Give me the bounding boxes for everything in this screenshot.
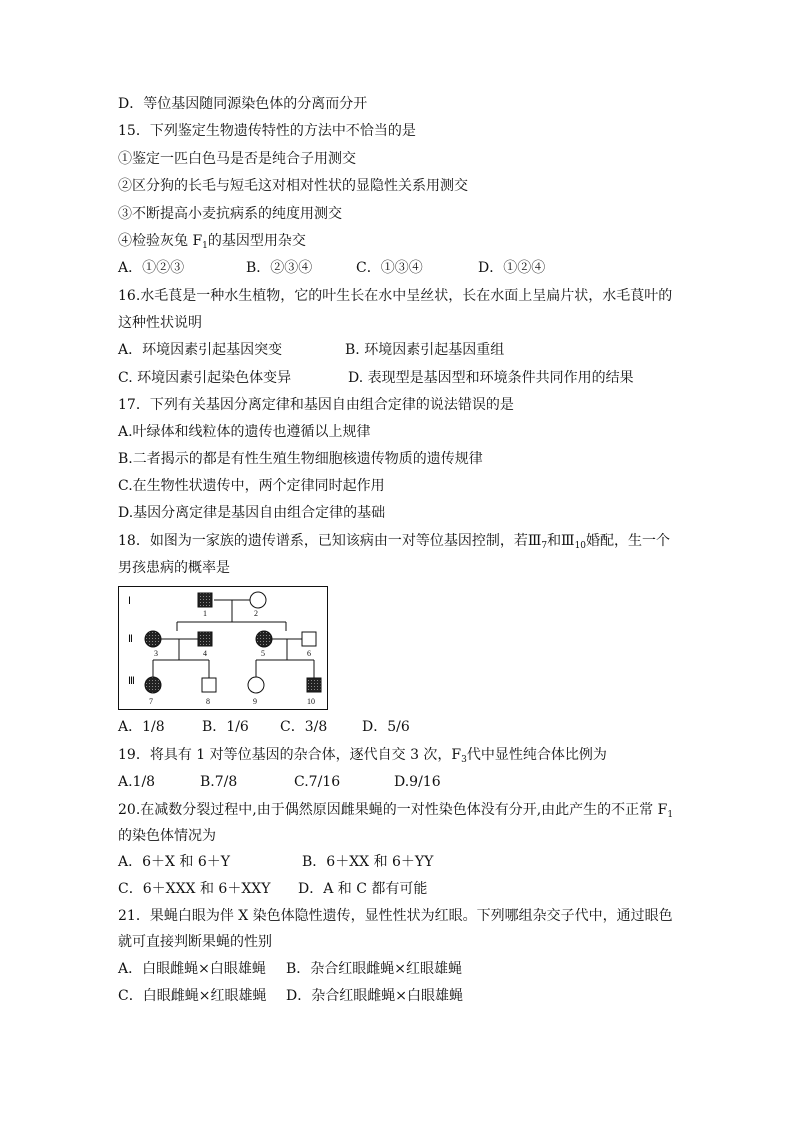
- question-17: 17．下列有关基因分离定律和基因自由组合定律的说法错误的是: [118, 397, 514, 413]
- q15-statement-2: ②区分狗的长毛与短毛这对相对性状的显隐性关系用测交: [118, 178, 468, 194]
- q20-options-row-1: [118, 852, 678, 872]
- q19-text-b: 代中显性纯合体比例为: [466, 747, 607, 763]
- q18-text-a: 18．如图为一家族的遗传谱系，已知该病由一对等位基因控制，若Ⅲ: [118, 533, 542, 549]
- q17-option-d: D.基因分离定律是基因自由组合定律的基础: [118, 505, 386, 521]
- q18-text-c: 婚配，生一个: [586, 533, 671, 549]
- individual-1-affected-male: [198, 593, 212, 607]
- question-18-line-2: 男孩患病的概率是: [118, 560, 230, 576]
- individual-1-number: 1: [203, 609, 207, 618]
- q20-text-a: 20.在减数分裂过程中,由于偶然原因雌果蝇的一对性染色体没有分开,由此产生的不正常 F: [118, 802, 668, 818]
- q16-option-b: B. 环境因素引起基因重组: [345, 342, 505, 358]
- q15-option-b: B．②③④: [246, 260, 313, 276]
- question-18-line-1: [118, 531, 670, 556]
- q18-option-d: D．5/6: [362, 719, 410, 735]
- q21-options-row-2: [118, 986, 678, 1006]
- q15-statement-4: [118, 231, 306, 256]
- question-20-line-1: [118, 800, 673, 825]
- individual-7-number: 7: [149, 697, 153, 706]
- q17-option-b: B.二者揭示的都是有性生殖生物细胞核遗传物质的遗传规律: [118, 451, 483, 467]
- q18-option-c: C．3/8: [280, 719, 328, 735]
- q17-option-a: A.叶绿体和线粒体的遗传也遵循以上规律: [118, 424, 371, 440]
- q15-s4-text-a: ④检验灰兔 F: [118, 233, 203, 249]
- q18-options: [118, 717, 678, 737]
- individual-10-number: 10: [307, 697, 315, 706]
- subscript: 3: [461, 755, 467, 765]
- q16-options-row-2: [118, 368, 678, 388]
- question-16-line-2: 这种性状说明: [118, 315, 202, 331]
- q21-option-a: A．白眼雌蝇×白眼雄蝇: [118, 961, 266, 977]
- q15-option-c: C．①③④: [356, 260, 423, 276]
- subscript: 1: [202, 241, 208, 251]
- question-21-line-1: 21．果蝇白眼为伴 X 染色体隐性遗传，显性性状为红眼。下列哪组杂交子代中，通过眼色: [118, 908, 673, 924]
- q15-options: [118, 258, 678, 278]
- individual-8-number: 8: [206, 697, 210, 706]
- q19-option-a: A.1/8: [118, 774, 156, 790]
- q19-option-c: C.7/16: [294, 774, 341, 790]
- individual-4-number: 4: [203, 649, 207, 658]
- q16-options-row-1: [118, 340, 678, 360]
- individual-5-number: 5: [261, 649, 265, 658]
- q21-options-row-1: [118, 959, 678, 979]
- q19-option-d: D.9/16: [394, 774, 441, 790]
- question-16-line-1: 16.水毛茛是一种水生植物，它的叶生长在水中呈丝状，长在水面上呈扁片状，水毛茛叶的: [118, 288, 673, 304]
- individual-3-number: 3: [154, 649, 158, 658]
- individual-10-affected-male: [307, 678, 321, 692]
- individual-5-affected-female: [256, 631, 272, 647]
- q16-option-c: C. 环境因素引起染色体变异: [118, 370, 292, 386]
- individual-2-number: 2: [254, 609, 258, 618]
- q20-option-b: B．6＋XX 和 6＋YY: [302, 854, 434, 870]
- generation-label-3: Ⅲ: [128, 676, 135, 687]
- q21-option-d: D．杂合红眼雌蝇×白眼雄蝇: [286, 988, 463, 1004]
- q21-option-c: C．白眼雌蝇×红眼雄蝇: [118, 988, 267, 1004]
- q15-option-a: A．①②③: [118, 260, 185, 276]
- q18-option-b: B．1/6: [202, 719, 249, 735]
- individual-9-number: 9: [253, 697, 257, 706]
- q18-text-b: 和Ⅲ: [547, 533, 575, 549]
- q19-options: [118, 772, 678, 792]
- subscript: 7: [541, 541, 548, 551]
- q18-option-a: A．1/8: [118, 719, 165, 735]
- individual-8-unaffected-male: [202, 678, 216, 692]
- q20-option-d: D．A 和 C 都有可能: [298, 881, 428, 897]
- question-20-line-2: 的染色体情况为: [118, 828, 216, 844]
- q21-option-b: B．杂合红眼雌蝇×红眼雄蝇: [286, 961, 463, 977]
- question-15: 15．下列鉴定生物遗传特性的方法中不恰当的是: [118, 123, 416, 139]
- question-19: [118, 745, 607, 770]
- q14-option-d: D．等位基因随同源染色体的分离而分开: [118, 96, 368, 112]
- pedigree-lines: [153, 600, 314, 678]
- q19-text-a: 19．将具有 1 对等位基因的杂合体，逐代自交 3 次，F: [118, 747, 462, 763]
- individual-4-affected-male: [198, 632, 212, 646]
- q19-option-b: B.7/8: [200, 774, 238, 790]
- subscript: 1: [667, 810, 674, 820]
- q20-options-row-2: [118, 879, 678, 899]
- q16-option-a: A．环境因素引起基因突变: [118, 342, 283, 358]
- individual-2-unaffected-female: [250, 592, 266, 608]
- generation-label-2: Ⅱ: [128, 634, 133, 645]
- question-21-line-2: 就可直接判断果蝇的性别: [118, 934, 272, 950]
- q15-statement-3: ③不断提高小麦抗病系的纯度用测交: [118, 206, 342, 222]
- pedigree-chart: [118, 586, 328, 710]
- q15-statement-1: ①鉴定一匹白色马是否是纯合子用测交: [118, 151, 356, 167]
- q20-option-a: A．6＋X 和 6＋Y: [118, 854, 231, 870]
- individual-6-unaffected-male: [302, 632, 316, 646]
- individual-6-number: 6: [307, 649, 311, 658]
- individual-3-affected-female: [145, 631, 161, 647]
- q20-option-c: C．6＋XXX 和 6＋XXY: [118, 881, 271, 897]
- individual-9-unaffected-female: [248, 677, 264, 693]
- q16-option-d: D. 表现型是基因型和环境条件共同作用的结果: [348, 370, 634, 386]
- subscript: 10: [574, 541, 587, 551]
- generation-label-1: Ⅰ: [128, 596, 131, 607]
- q17-option-c: C.在生物性状遗传中，两个定律同时起作用: [118, 478, 385, 494]
- individual-7-affected-female: [145, 677, 161, 693]
- q15-s4-text-b: 的基因型用杂交: [207, 233, 306, 249]
- q15-option-d: D．①②④: [478, 260, 546, 276]
